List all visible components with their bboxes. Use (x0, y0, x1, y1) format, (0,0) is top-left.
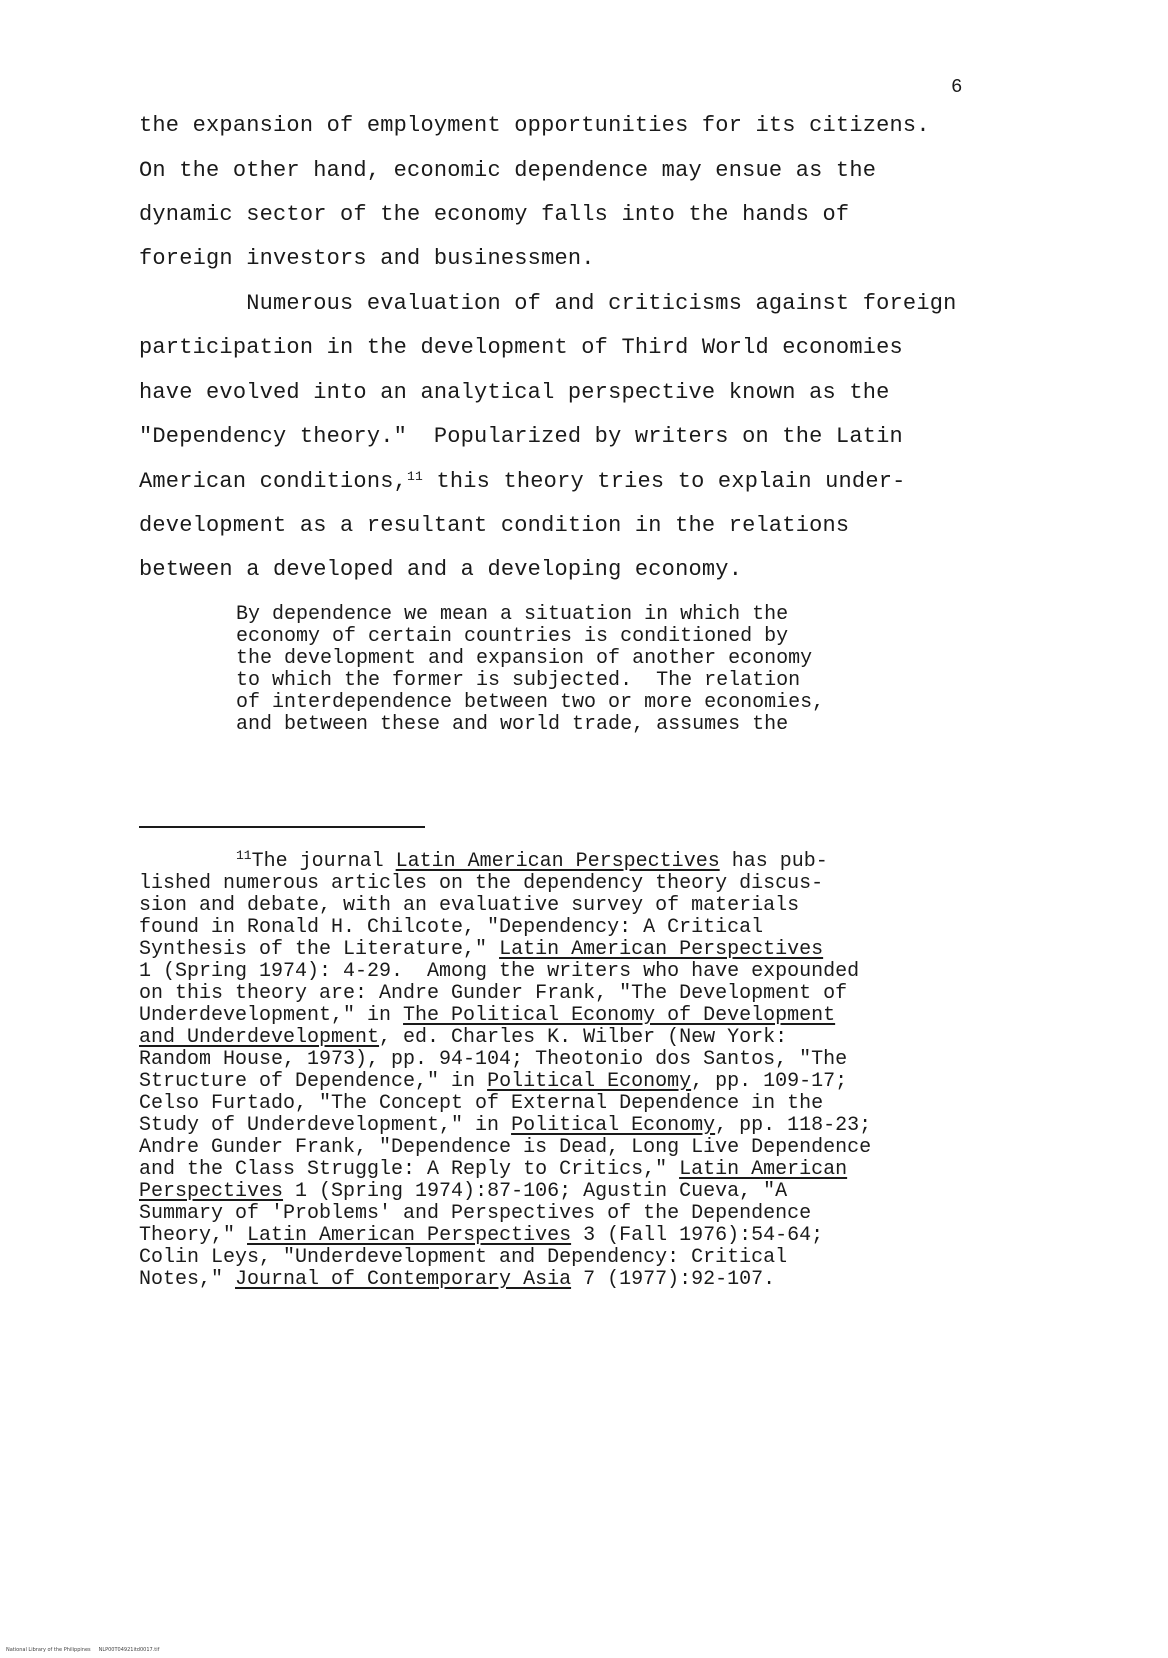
footnote-text: The journal (251, 850, 396, 873)
footnote-line (139, 939, 823, 961)
quote-line: By dependence we mean a situation in which the (236, 603, 789, 626)
footnote-line: Summary of 'Problems' and Perspectives of the Dependence (139, 1202, 812, 1225)
footnote-line (139, 1115, 871, 1137)
footnote-line (139, 1159, 847, 1181)
footnote-marker: 11 (236, 848, 252, 863)
footnote-line (139, 1225, 823, 1247)
footnote-line: sion and debate, with an evaluative survey of materials (139, 894, 800, 917)
footnote-line (139, 1269, 775, 1291)
body-line: between a developed and a developing economy. (139, 557, 743, 582)
footnote-separator (139, 826, 425, 828)
book-title: and Underdevelopment (139, 1026, 380, 1049)
footnote-line (139, 1005, 835, 1027)
quote-line: to which the former is subjected. The relation (236, 669, 801, 692)
footnote-text: Theory," (139, 1224, 248, 1247)
footnote-line: Colin Leys, "Underdevelopment and Dependency: Critical (139, 1246, 788, 1269)
footnote-line: on this theory are: Andre Gunder Frank, "The Development of (139, 982, 848, 1005)
journal-title: Journal of Contemporary Asia (235, 1268, 572, 1291)
body-line (139, 469, 906, 494)
footnote-line (236, 848, 828, 873)
footnote-text: Study of Underdevelopment," in (139, 1114, 512, 1137)
journal-title: Latin American Perspectives (499, 938, 824, 961)
body-line: development as a resultant condition in the relations (139, 513, 850, 538)
footnote-text: 3 (Fall 1976):54-64; (571, 1224, 824, 1247)
body-line: On the other hand, economic dependence may ensue as the (139, 158, 877, 183)
journal-title: Latin American Perspectives (395, 850, 720, 873)
journal-title: Perspectives (139, 1180, 284, 1203)
footnote-text: Notes," (139, 1268, 236, 1291)
journal-title: Latin American (679, 1158, 848, 1181)
footnote-line (139, 1071, 847, 1093)
quote-line: and between these and world trade, assumes the (236, 713, 789, 736)
footnote-text: , pp. 118-23; (715, 1114, 872, 1137)
body-line: the expansion of employment opportunities for its citizens. (139, 113, 930, 138)
footnote-text: and the Class Struggle: A Reply to Critics," (139, 1158, 680, 1181)
footnote-text: Structure of Dependence," in (139, 1070, 488, 1093)
quote-line: of interdependence between two or more economies, (236, 691, 825, 714)
book-title: Political Economy (487, 1070, 692, 1093)
body-text-segment: American conditions, (139, 469, 408, 494)
footnote-text: Underdevelopment," in (139, 1004, 404, 1027)
body-text-segment: this theory tries to explain under- (423, 469, 906, 494)
footnote-line (139, 1181, 787, 1203)
body-line: foreign investors and businessmen. (139, 246, 595, 271)
quote-line: the development and expansion of another economy (236, 647, 813, 670)
body-line: "Dependency theory." Popularized by writers on the Latin (139, 424, 903, 449)
book-title: Political Economy (511, 1114, 716, 1137)
page-number: 6 (951, 76, 963, 98)
body-line: have evolved into an analytical perspective known as the (139, 380, 890, 405)
footnote-text: 1 (Spring 1974):87-106; Agustin Cueva, "A (283, 1180, 788, 1203)
journal-title: Latin American Perspectives (247, 1224, 572, 1247)
body-line: Numerous evaluation of and criticisms against foreign (139, 291, 957, 316)
footnote-line: Andre Gunder Frank, "Dependence is Dead, Long Live Dependence (139, 1136, 872, 1159)
footnote-text: 7 (1977):92-107. (571, 1268, 776, 1291)
book-title: The Political Economy of Development (403, 1004, 836, 1027)
footnote-text: , ed. Charles K. Wilber (New York: (379, 1026, 788, 1049)
footnote-line: Celso Furtado, "The Concept of External Dependence in the (139, 1092, 824, 1115)
footnote-text: , pp. 109-17; (691, 1070, 848, 1093)
scan-footer: National Library of the Philippines NLP00T04921itd0017.tif (6, 1647, 160, 1653)
footnote-text: Synthesis of the Literature," (139, 938, 500, 961)
body-line: dynamic sector of the economy falls into the hands of (139, 202, 850, 227)
footnote-line: Random House, 1973), pp. 94-104; Theotonio dos Santos, "The (139, 1048, 848, 1071)
footnote-line: 1 (Spring 1974): 4-29. Among the writers who have expounded (139, 960, 860, 983)
footnote-line (139, 1027, 787, 1049)
footnote-line: found in Ronald H. Chilcote, "Dependency: A Critical (139, 916, 764, 939)
footnote-line: lished numerous articles on the dependency theory discus- (139, 872, 824, 895)
body-line: participation in the development of Third World economies (139, 335, 903, 360)
footnote-reference[interactable]: 11 (407, 469, 424, 484)
footnote-text: has pub- (719, 850, 828, 873)
quote-line: economy of certain countries is conditioned by (236, 625, 789, 648)
